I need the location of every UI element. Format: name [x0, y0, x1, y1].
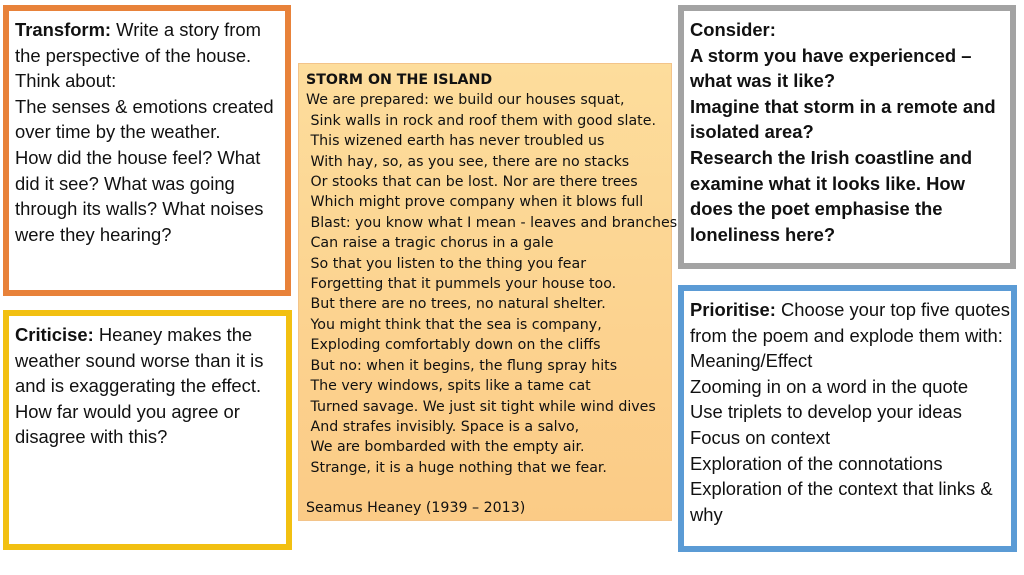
poem-line: But there are no trees, no natural shelter. [306, 296, 606, 313]
consider-heading: Consider: [690, 19, 776, 40]
consider-line-3: Research the Irish coastline and examine what it looks like. How does the poet emphasise the loneliness here? [690, 146, 973, 245]
transform-line-1 [15, 17, 285, 68]
poem-line: But no: when it begins, the flung spray hits [306, 357, 618, 374]
transform-task-box [3, 5, 291, 296]
transform-line-2: Think about: [15, 70, 117, 92]
prioritise-intro-line [690, 297, 1011, 348]
poem-line: You might think that the sea is company, [306, 316, 602, 333]
consider-line-1: A storm you have experienced – what was it like? [690, 44, 972, 92]
prioritise-intro: Choose your top five quotes from the poem and explode them with: [690, 299, 1010, 346]
poem-line: The very windows, spits like a tame cat [306, 378, 591, 395]
poem-line: Blast: you know what I mean - leaves and branches [306, 214, 678, 231]
poem-line: Forgetting that it pummels your house too. [306, 276, 617, 293]
poem-line: And strafes invisibly. Space is a salvo, [306, 418, 580, 435]
criticise-task-box [3, 310, 292, 550]
criticise-body: Heaney makes the weather sound worse than it is and is exaggerating the effect. How far would you agree or disagree with this? [15, 324, 264, 448]
poem-line: Exploding comfortably down on the cliffs [306, 337, 601, 354]
poem-line: We are bombarded with the empty air. [306, 439, 585, 456]
prioritise-heading: Prioritise: [690, 299, 776, 320]
poem-line: So that you listen to the thing you fear [306, 255, 587, 272]
poem-line: Strange, it is a huge nothing that we fear. [306, 459, 607, 476]
prioritise-item: Zooming in on a word in the quote [690, 375, 969, 397]
transform-line-3: The senses & emotions created over time by the weather. [15, 95, 274, 143]
transform-heading: Transform: [15, 19, 112, 40]
prioritise-list [690, 348, 1011, 527]
poem-line: This wizened earth has never troubled us [306, 133, 605, 150]
poem-line: Sink walls in rock and roof them with good slate. [306, 112, 656, 129]
transform-line-4: How did the house feel? What did it see? What was going through its walls? What noises were they hearing? [15, 146, 264, 245]
consider-task-box [678, 5, 1016, 269]
criticise-heading: Criticise: [15, 324, 94, 345]
poem-title: STORM ON THE ISLAND [306, 72, 493, 88]
transform-text: Write a story from the perspective of the house. [15, 19, 261, 66]
prioritise-item: Use triplets to develop your ideas [690, 401, 962, 423]
poem-line: Can raise a tragic chorus in a gale [306, 235, 554, 252]
poem-line: Or stooks that can be lost. Nor are there trees [306, 174, 638, 191]
prioritise-item: Meaning/Effect [690, 350, 813, 372]
poem-lines [306, 90, 678, 478]
prioritise-item: Focus on context [690, 426, 831, 448]
poem-line: With hay, so, as you see, there are no stacks [306, 153, 630, 170]
consider-line-2: Imagine that storm in a remote and isolated area? [690, 95, 996, 143]
prioritise-task-box [678, 285, 1017, 552]
criticise-text [15, 322, 286, 450]
poem-box [298, 63, 678, 521]
poem-author: Seamus Heaney (1939 – 2013) [306, 500, 526, 517]
poem-line: Turned savage. We just sit tight while wind dives [306, 398, 656, 415]
prioritise-item: Exploration of the context that links & why [690, 478, 993, 525]
poem-line: Which might prove company when it blows full [306, 194, 644, 211]
prioritise-item: Exploration of the connotations [690, 452, 943, 474]
poem-line: We are prepared: we build our houses squat, [306, 92, 625, 109]
